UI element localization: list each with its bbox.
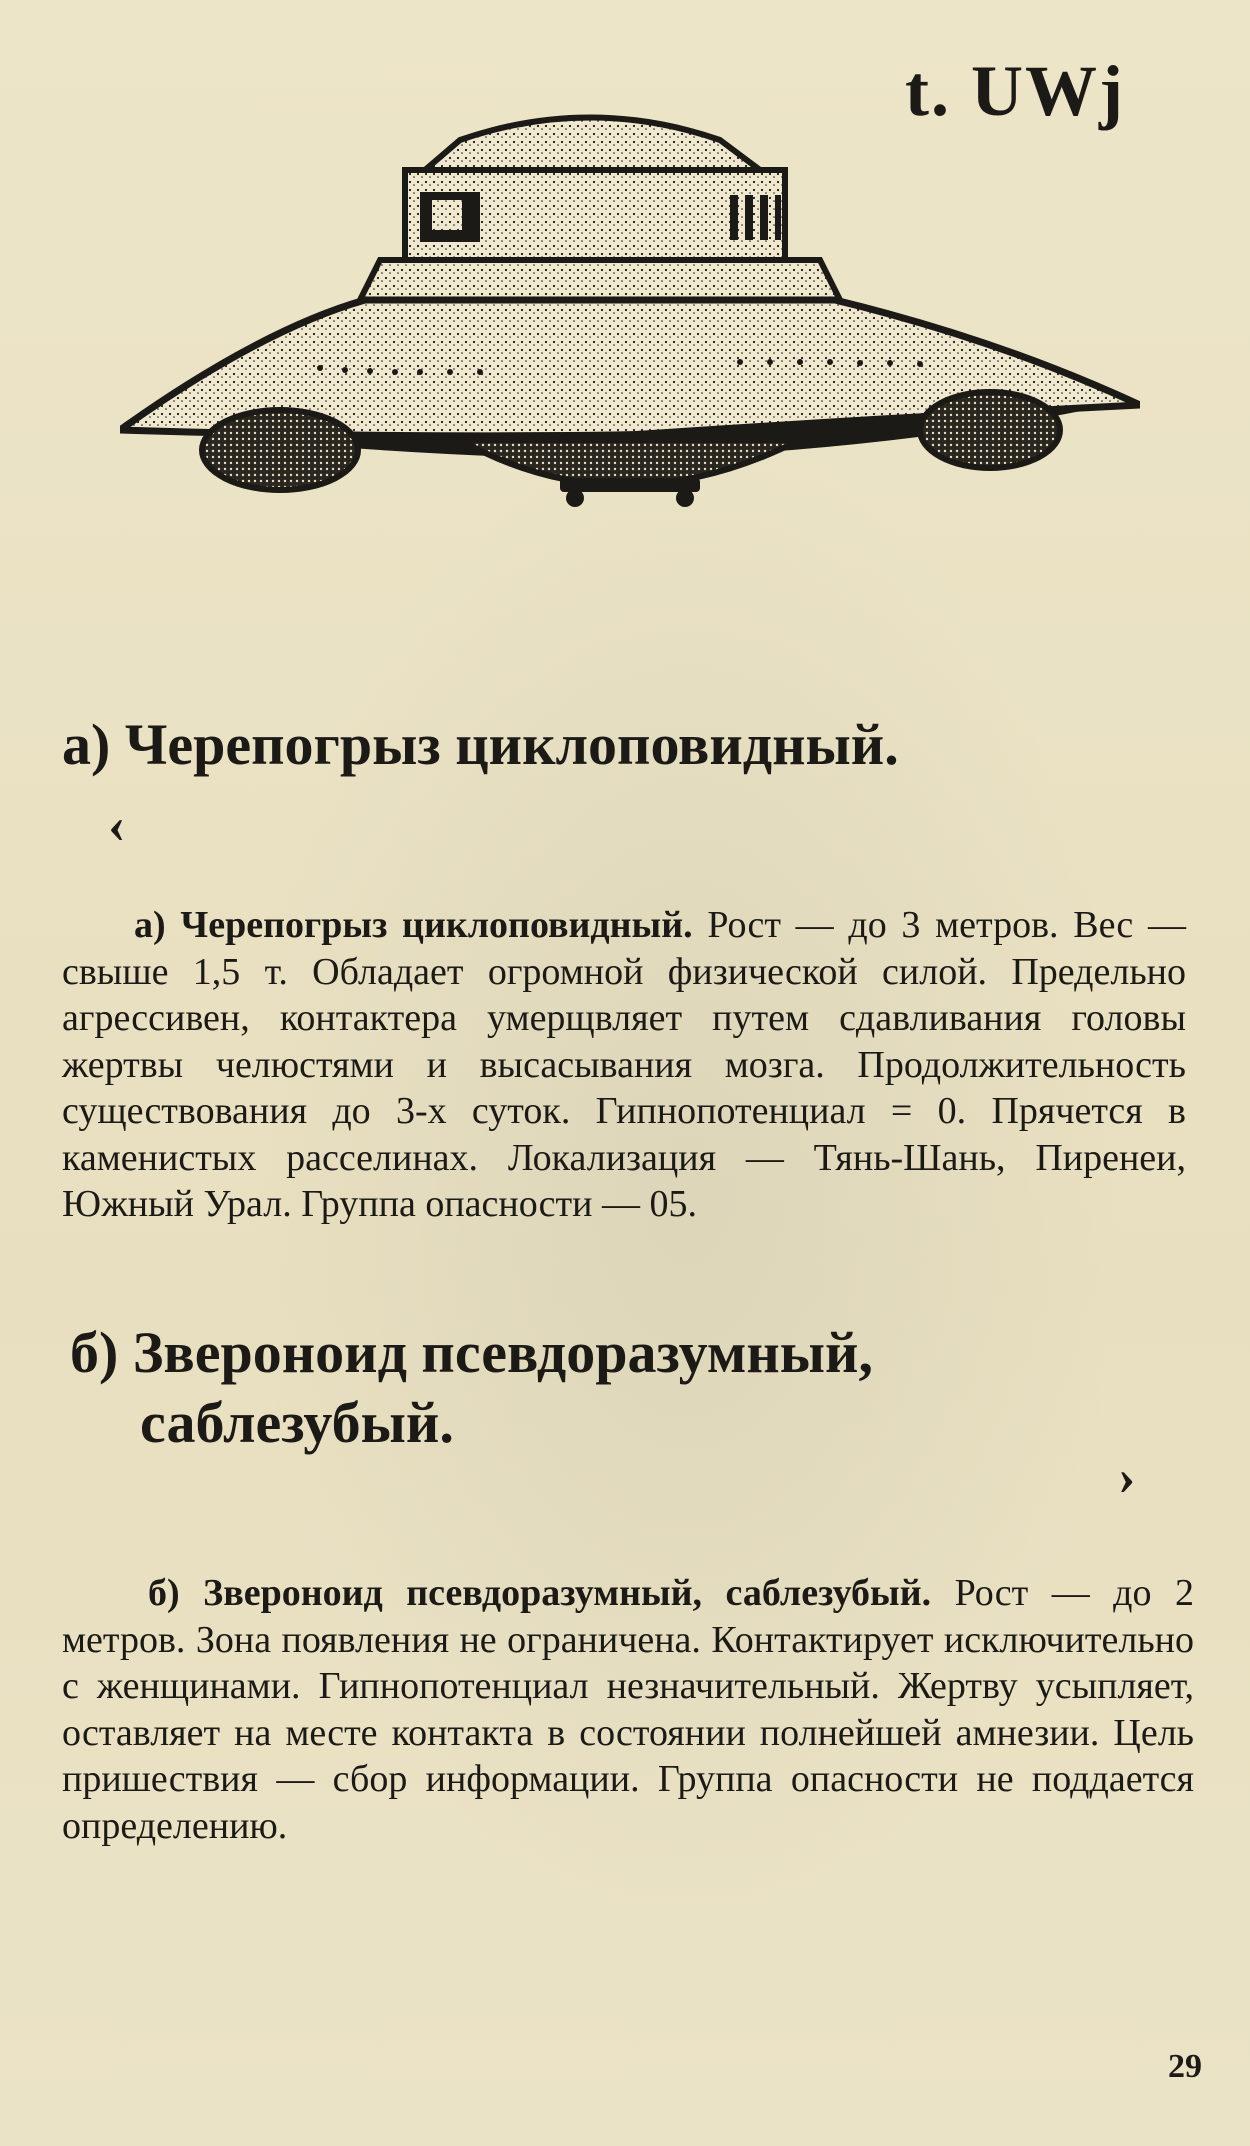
section-b-heading-line2: саблезубый. [140,1389,454,1455]
right-chevron-marker: › [1118,1449,1136,1506]
section-a-body: Рост — до 3 метров. Вес — свыше 1,5 т. Обладает огромной физической силой. Предельно агрессивен, контактера умерщвляет путем сдавливания головы жертвы челюстями и высасывания мозга. Продолжительность существования до 3-х суток. Гипнопотенциал = 0. Прячется в каменистых расселинах. Локализация — Тянь-Шань, Пиренеи, Южный Урал. Группа опасности — 05. [62,904,1186,1225]
section-b-heading [70,1318,873,1457]
section-a-heading: а) Черепогрыз циклоповидный. [62,712,899,777]
corner-mark: t. UWj [905,51,1125,131]
section-a-paragraph [62,902,1186,1228]
section-b-paragraph [62,1570,1194,1849]
section-a-lead: а) Черепогрыз циклоповидный. [134,904,693,946]
page-number: 29 [1168,2048,1202,2085]
section-b-heading-line1: б) Звероноид псевдоразумный, [70,1320,873,1385]
section-b-lead: б) Звероноид псевдоразумный, саблезубый. [148,1572,932,1614]
flying-saucer-illustration [120,100,1140,520]
section-b-body: Рост — до 2 метров. Зона появления не ограничена. Контактирует исключительно с женщинами. Гипнопотенциал незначительный. Жертву усыпляет, оставляет на месте контакта в состоянии полнейшей амнезии. Цель пришествия — сбор информации. Группа опасности не поддается определению. [62,1572,1195,1847]
left-chevron-marker: ‹ [108,797,126,854]
